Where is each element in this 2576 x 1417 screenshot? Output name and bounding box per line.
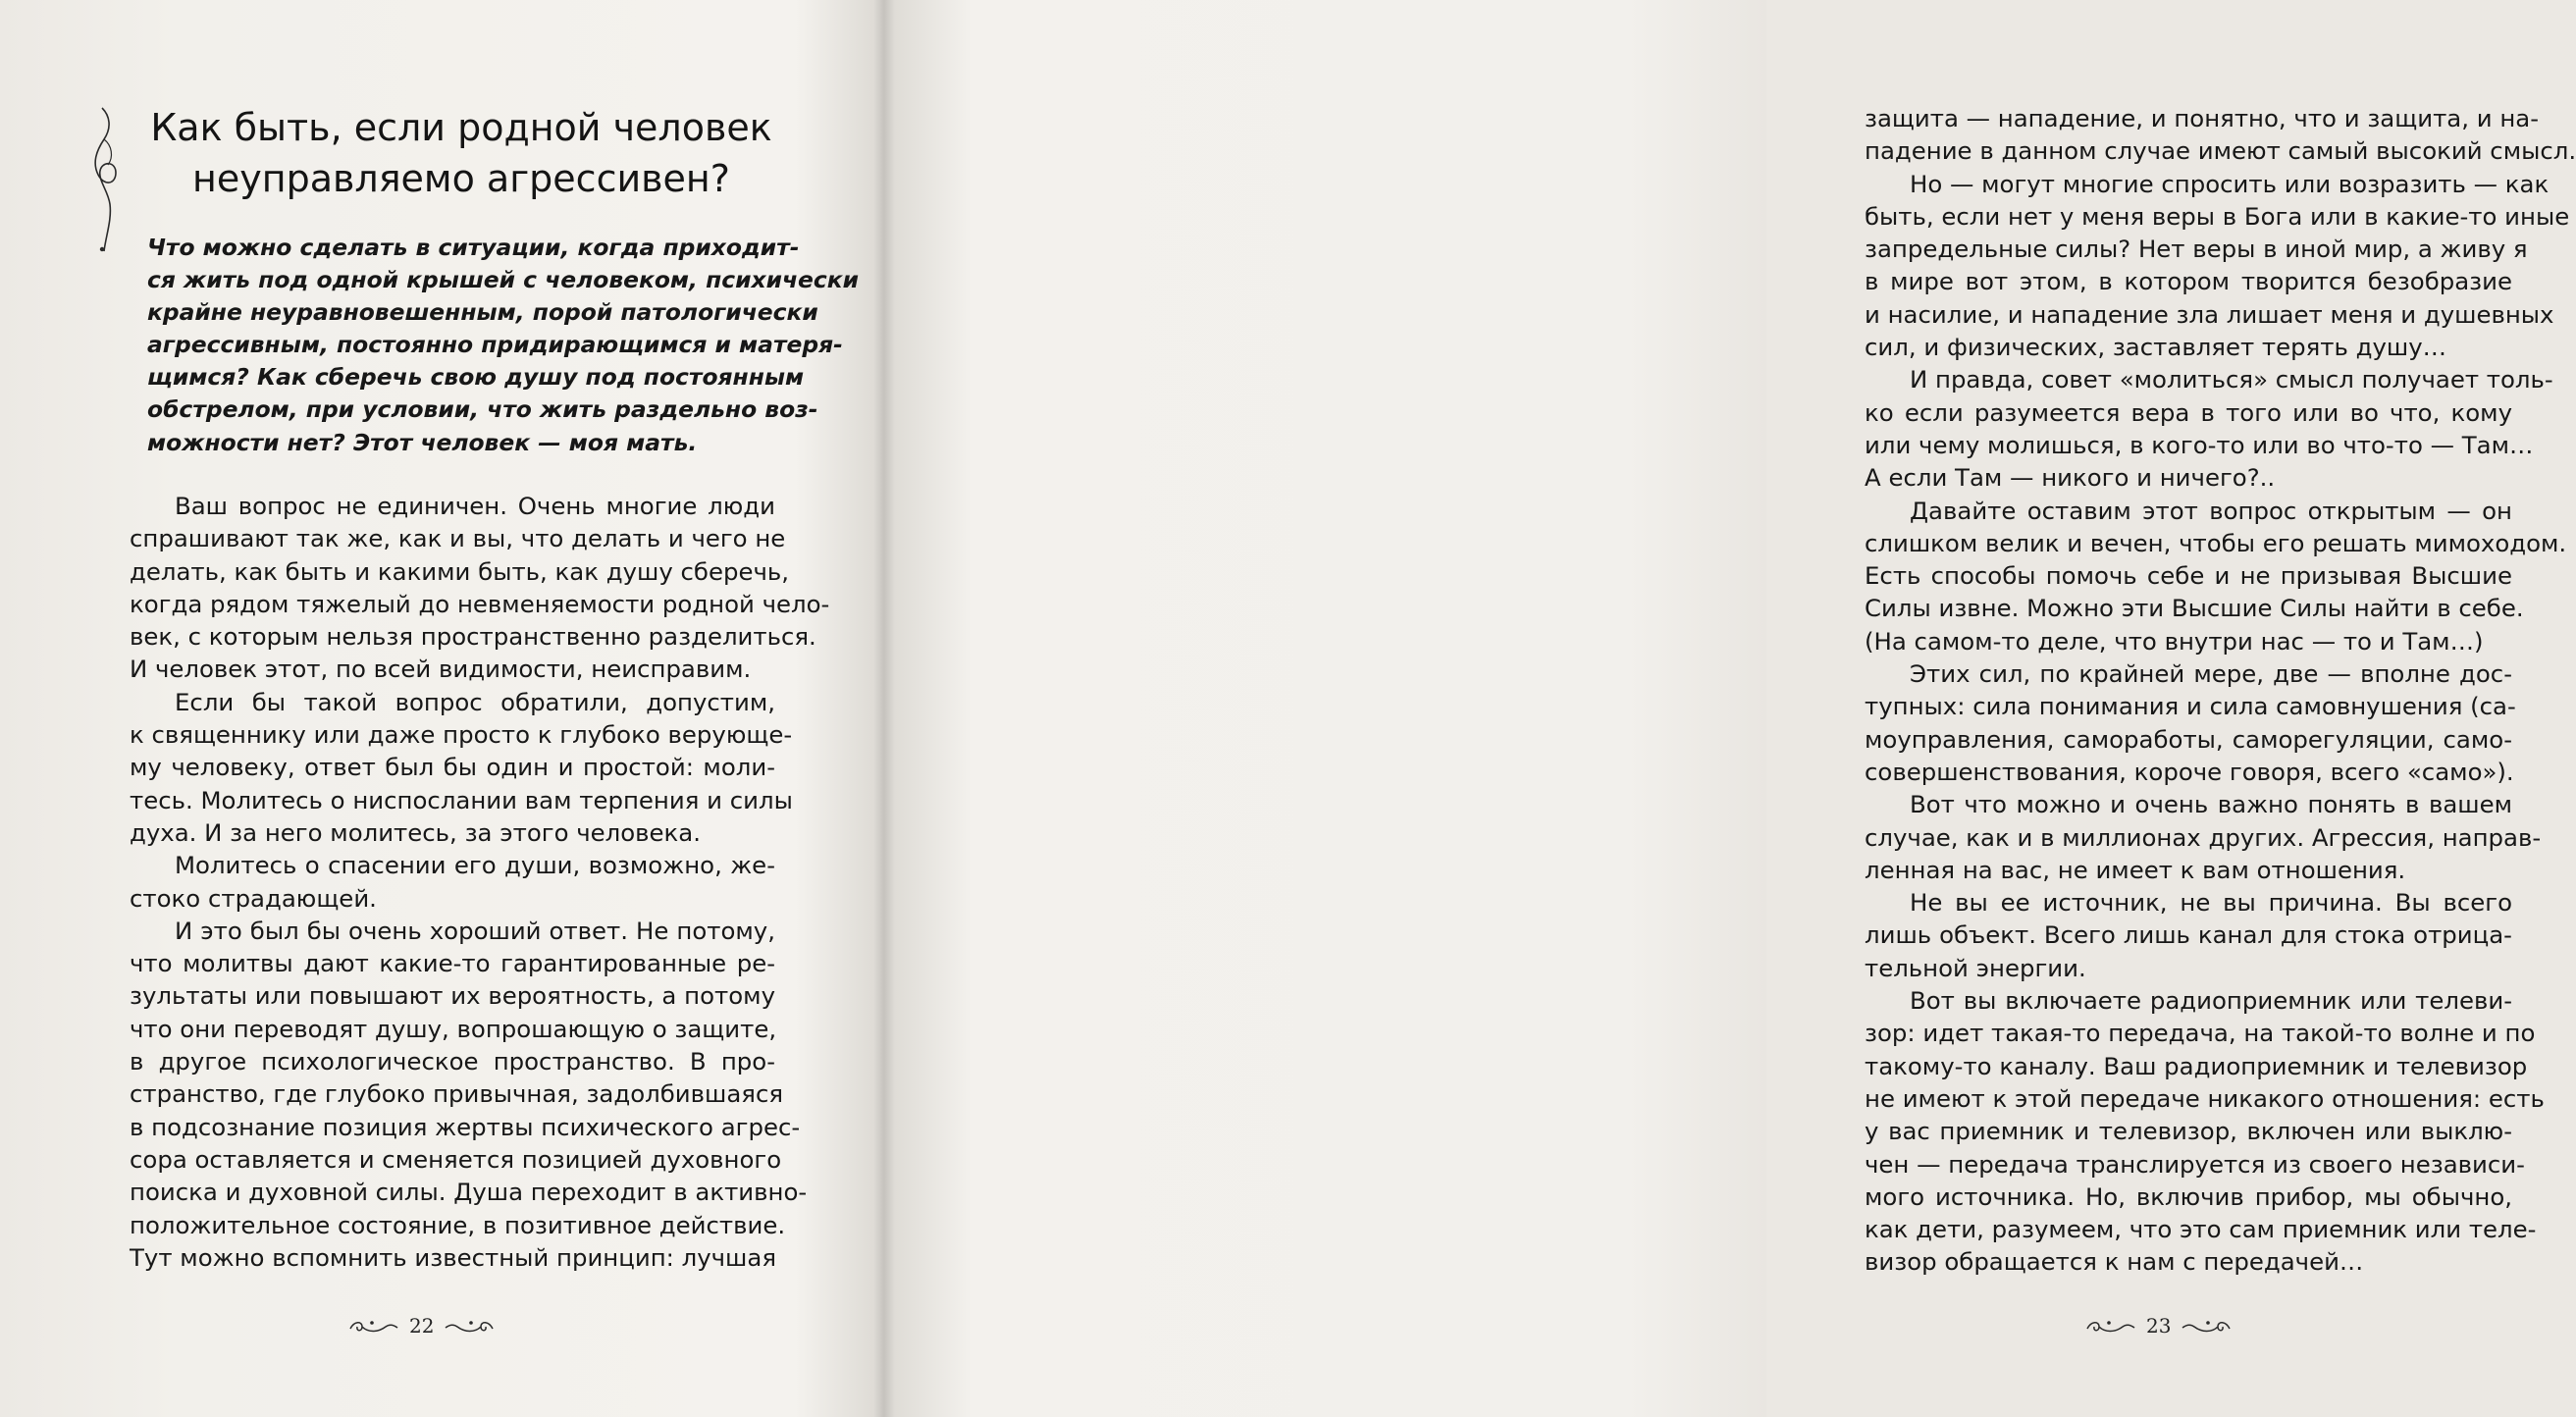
- body-line: тельной энергии.: [1865, 953, 2086, 982]
- body-line: в подсознание позиция жертвы психического агрес-: [130, 1112, 801, 1141]
- body-line: не имеют к этой передаче никакого отношения: есть: [1865, 1083, 2545, 1113]
- body-line: и насилие, и нападение зла лишает меня и душевных: [1865, 299, 2554, 329]
- body-line: слишком велик и вечен, чтобы его решать мимоходом.: [1865, 528, 2567, 557]
- body-line: запредельные силы? Нет веры в иной мир, а живу я: [1865, 235, 2528, 264]
- question-line: крайне неуравновешенным, порой патологически: [147, 298, 818, 327]
- body-line: Давайте оставим этот вопрос открытым — он: [1910, 496, 2512, 525]
- body-line: тесь. Молитесь о ниспослании вам терпения и силы: [130, 785, 793, 814]
- body-line: Если бы такой вопрос обратили, допустим,: [175, 687, 775, 716]
- body-line: поиска и духовной силы. Душа переходит в активно-: [130, 1178, 808, 1207]
- body-line: Вот вы включаете радиоприемник или телеви-: [1910, 986, 2512, 1016]
- body-line: Не вы ее источник, не вы причина. Вы всего: [1910, 888, 2512, 918]
- body-line: положительное состояние, в позитивное действие.: [130, 1210, 786, 1239]
- body-line: ленная на вас, не имеет к вам отношения.: [1865, 855, 2406, 884]
- body-line: в мире вот этом, в котором творится безобразие: [1865, 267, 2512, 296]
- body-line: как дети, разумеем, что это сам приемник или теле-: [1865, 1215, 2537, 1244]
- body-line: И правда, совет «молиться» смысл получает толь-: [1910, 365, 2553, 394]
- swirl-flourish-icon: [2181, 1315, 2232, 1337]
- body-line: Но — могут многие спросить или возразить — как: [1910, 169, 2550, 198]
- body-line: зультаты или повышают их вероятность, а потому: [130, 981, 775, 1011]
- body-line: в другое психологическое пространство. В про-: [130, 1047, 775, 1076]
- body-line: Есть способы помочь себе и не призывая Высшие: [1865, 561, 2512, 591]
- body-line: случае, как и в миллионах других. Агрессия, направ-: [1865, 822, 2542, 852]
- question-line: агрессивным, постоянно придирающимся и матеря-: [147, 331, 843, 359]
- body-line: сил, и физических, заставляет терять душу…: [1865, 333, 2447, 362]
- body-line: Молитесь о спасении его души, возможно, же-: [175, 851, 775, 880]
- body-line: визор обращается к нам с передачей…: [1865, 1247, 2364, 1277]
- body-line: Ваш вопрос не единичен. Очень многие люди: [175, 492, 775, 520]
- body-line: или чему молишься, в кого-то или во что-то — Там…: [1865, 430, 2534, 459]
- body-line: такому-то каналу. Ваш радиоприемник и телевизор: [1865, 1051, 2528, 1080]
- body-line: Силы извне. Можно эти Высшие Силы найти в себе.: [1865, 594, 2524, 623]
- body-line: (На самом-то деле, что внутри нас — то и Там…): [1865, 626, 2484, 656]
- body-line: защита — нападение, и понятно, что и защита, и на-: [1865, 104, 2540, 132]
- page-number: 23: [2146, 1314, 2172, 1338]
- question-line: можности нет? Этот человек — моя мать.: [147, 428, 698, 456]
- body-line: лишь объект. Всего лишь канал для стока отрица-: [1865, 920, 2512, 950]
- body-line: совершенствования, короче говоря, всего «само»).: [1865, 757, 2514, 786]
- body-line: И это был бы очень хороший ответ. Не потому,: [175, 916, 775, 945]
- body-line: что молитвы дают какие-то гарантированные ре-: [130, 949, 775, 978]
- right-body-text: [1865, 102, 2576, 1279]
- swirl-flourish-icon: [2085, 1315, 2136, 1337]
- body-line: когда рядом тяжелый до невменяемости родной чело-: [130, 589, 830, 618]
- treble-clef-flourish-icon: [88, 106, 122, 253]
- article-heading: [128, 102, 795, 204]
- heading-line: Как быть, если родной человек: [150, 106, 772, 149]
- body-line: Тут можно вспомнить известный принцип: лучшая: [130, 1242, 776, 1272]
- body-line: стоко страдающей.: [130, 883, 377, 913]
- body-line: век, с которым нельзя пространственно разделиться.: [130, 622, 816, 652]
- left-body-text: [130, 490, 830, 1274]
- body-line: падение в данном случае имеют самый высокий смысл.: [1865, 136, 2576, 166]
- body-line: что они переводят душу, вопрошающую о защите,: [130, 1014, 777, 1043]
- body-line: у вас приемник и телевизор, включен или выклю-: [1865, 1117, 2512, 1146]
- body-line: делать, как быть и какими быть, как душу сберечь,: [130, 556, 790, 586]
- page-number: 22: [409, 1314, 435, 1338]
- swirl-flourish-icon: [444, 1315, 495, 1337]
- body-line: тупных: сила понимания и сила самовнушения (са-: [1865, 692, 2516, 721]
- body-line: быть, если нет у меня веры в Бога или в какие-то иные: [1865, 201, 2570, 231]
- body-line: духа. И за него молитесь, за этого человека.: [130, 817, 701, 847]
- reader-question: [147, 232, 860, 459]
- body-line: И человек этот, по всей видимости, неисправим.: [130, 655, 752, 684]
- body-line: мого источника. Но, включив прибор, мы обычно,: [1865, 1181, 2512, 1211]
- question-line: Что можно сделать в ситуации, когда приходит-: [147, 234, 800, 261]
- right-page: [883, 0, 2576, 1417]
- question-line: ся жить под одной крышей с человеком, психически: [147, 266, 860, 294]
- body-line: ко если разумеется вера в того или во что, кому: [1865, 397, 2512, 427]
- body-line: Этих сил, по крайней мере, две — вполне дос-: [1910, 659, 2512, 689]
- body-line: чен — передача транслируется из своего независи-: [1865, 1149, 2525, 1179]
- body-line: спрашивают так же, как и вы, что делать и чего не: [130, 524, 786, 553]
- body-line: му человеку, ответ был бы один и простой: моли-: [130, 753, 775, 782]
- heading-line: неуправляемо агрессивен?: [192, 157, 730, 200]
- page-number-footer: [2085, 1311, 2232, 1340]
- body-line: зор: идет такая-то передача, на такой-то волне и по: [1865, 1019, 2536, 1048]
- body-line: сора оставляется и сменяется позицией духовного: [130, 1144, 782, 1174]
- question-line: щимся? Как сберечь свою душу под постоянным: [147, 363, 805, 392]
- body-line: Вот что можно и очень важно понять в вашем: [1910, 790, 2512, 819]
- swirl-flourish-icon: [348, 1315, 399, 1337]
- body-line: моуправления, самоработы, саморегуляции, само-: [1865, 724, 2512, 754]
- left-page: [0, 0, 883, 1417]
- body-line: к священнику или даже просто к глубоко верующе-: [130, 720, 793, 750]
- body-line: А если Там — никого и ничего?..: [1865, 463, 2276, 493]
- question-line: обстрелом, при условии, что жить раздельно воз-: [147, 395, 818, 424]
- page-number-footer: [348, 1311, 495, 1340]
- body-line: странство, где глубоко привычная, задолбившаяся: [130, 1079, 784, 1109]
